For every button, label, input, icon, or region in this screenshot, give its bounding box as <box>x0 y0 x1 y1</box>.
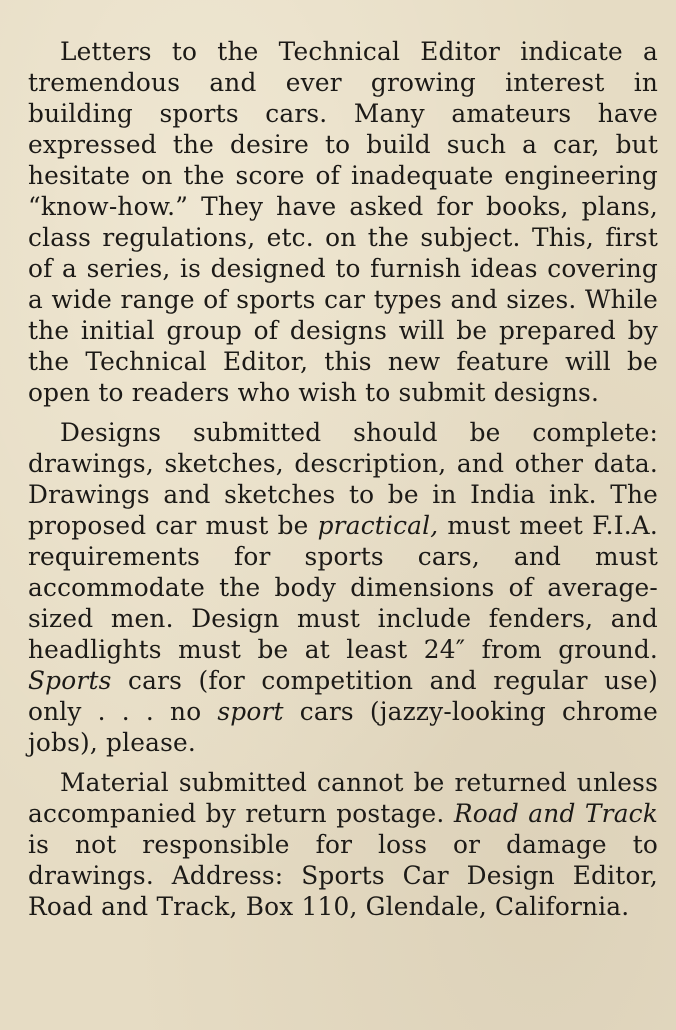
text-segment: is not responsible for loss or damage to drawings. Address: Sports Car Design Editor, Road and Track, Box 110, Glendale, California. <box>28 830 658 921</box>
paragraph-intro <box>28 36 658 408</box>
text-segment: cars (jazzy-looking chrome jobs), please. <box>28 697 658 757</box>
paragraph-address <box>28 767 658 922</box>
paragraph-submission-requirements <box>28 417 658 758</box>
text-segment: Designs submitted should be complete: drawings, sketches, description, and other data. Drawings and sketches to be in India ink. The proposed car must be <box>28 418 658 540</box>
emphasis-road-and-track: Road and Track <box>453 799 658 828</box>
emphasis-sports: Sports <box>28 666 112 695</box>
emphasis-sport: sport <box>217 697 284 726</box>
text-segment: Material submitted cannot be returned unless accompanied by return postage. <box>28 768 658 828</box>
text-segment: Letters to the Technical Editor indicate a tremendous and ever growing interest in building sports cars. Many amateurs have expressed the desire to build such a car, but hesitate on the score of inadequate engineering “know-how.” They have asked for books, plans, class regulations, etc. on the subject. This, first of a series, is designed to furnish ideas covering a wide range of sports car types and sizes. While the initial group of designs will be prepared by the Technical Editor, this new feature will be open to readers who wish to submit designs. <box>28 37 658 407</box>
emphasis-practical: practical, <box>317 511 439 540</box>
text-segment: must meet F.I.A. requirements for sports cars, and must accommodate the body dimensions of average-sized men. Design must include fenders, and headlights must be at least 24″ from ground. <box>28 511 658 664</box>
text-segment: cars (for competition and regular use) only . . . no <box>28 666 658 726</box>
